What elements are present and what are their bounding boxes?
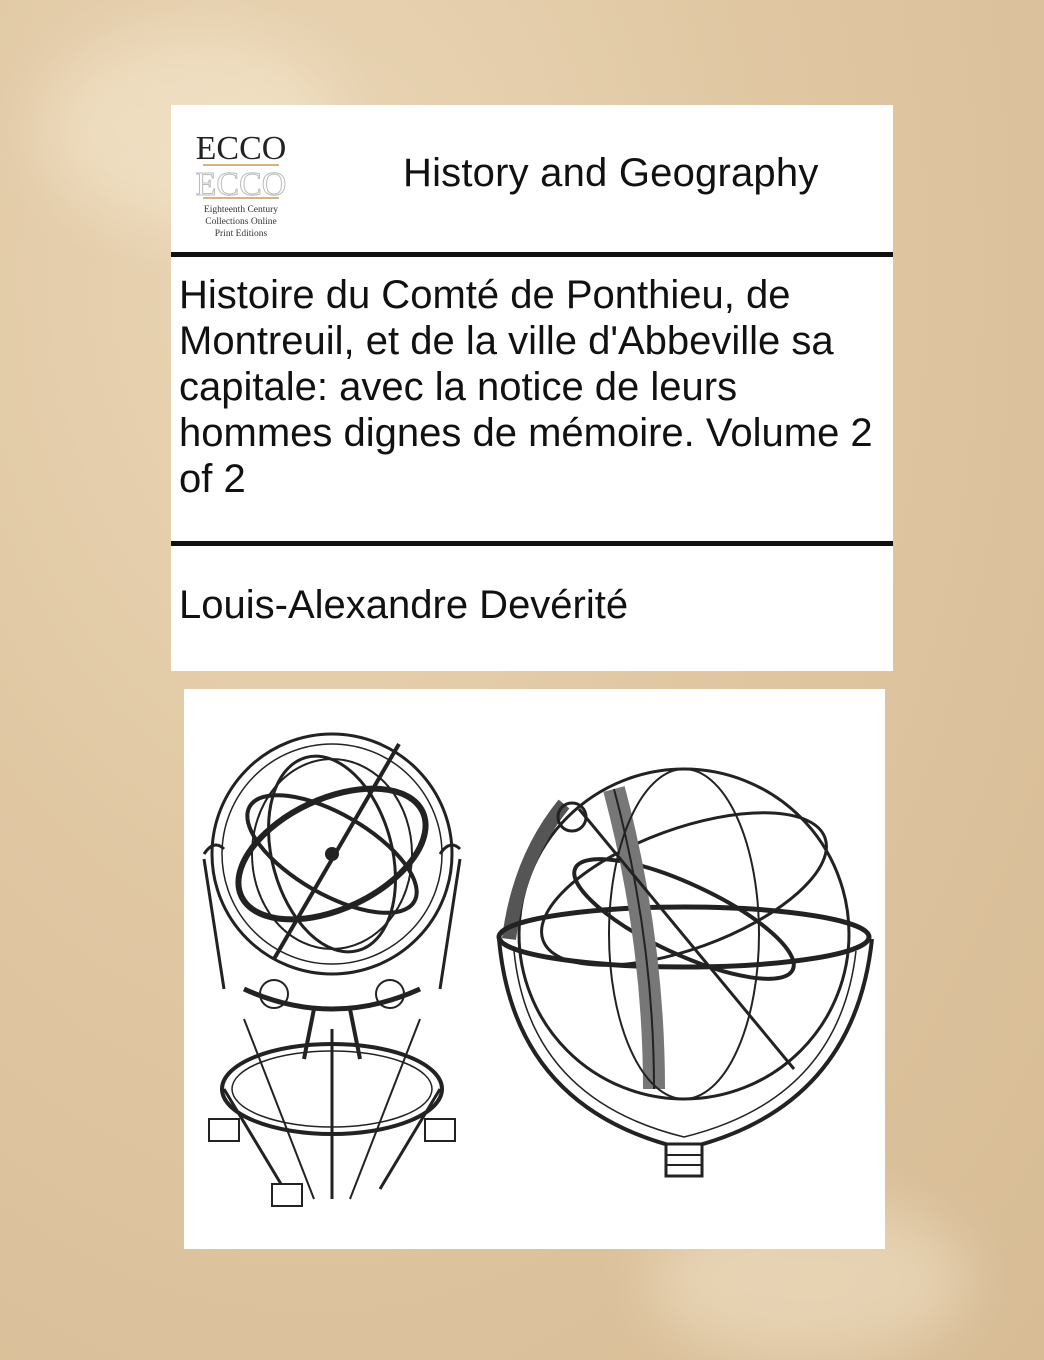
- series-label: History and Geography: [403, 151, 819, 195]
- cover-illustration: [184, 689, 885, 1249]
- armillary-sphere-stand-icon: [204, 734, 460, 1206]
- logo-mark-top: ECCO: [195, 130, 287, 167]
- logo-line-3: Print Editions: [214, 229, 268, 239]
- ecco-logo: [189, 119, 293, 244]
- logo-mark-bottom: ECCO: [195, 166, 287, 199]
- book-author: Louis-Alexandre Devérité: [179, 583, 629, 627]
- logo-line-1: Eighteenth Century: [203, 205, 279, 215]
- divider-bottom: [171, 541, 893, 546]
- divider-top: [171, 252, 893, 257]
- book-title: Histoire du Comté de Ponthieu, de Montreuil, et de la ville d'Abbeville sa capitale: avec la notice de leurs hommes dignes de mémoire. Volume 2 of 2: [179, 273, 873, 501]
- ecco-logo-icon: [189, 119, 293, 199]
- logo-line-2: Collections Online: [205, 217, 277, 227]
- armillary-sphere-bowl-icon: [499, 769, 872, 1176]
- cover-text-panel: [171, 105, 893, 671]
